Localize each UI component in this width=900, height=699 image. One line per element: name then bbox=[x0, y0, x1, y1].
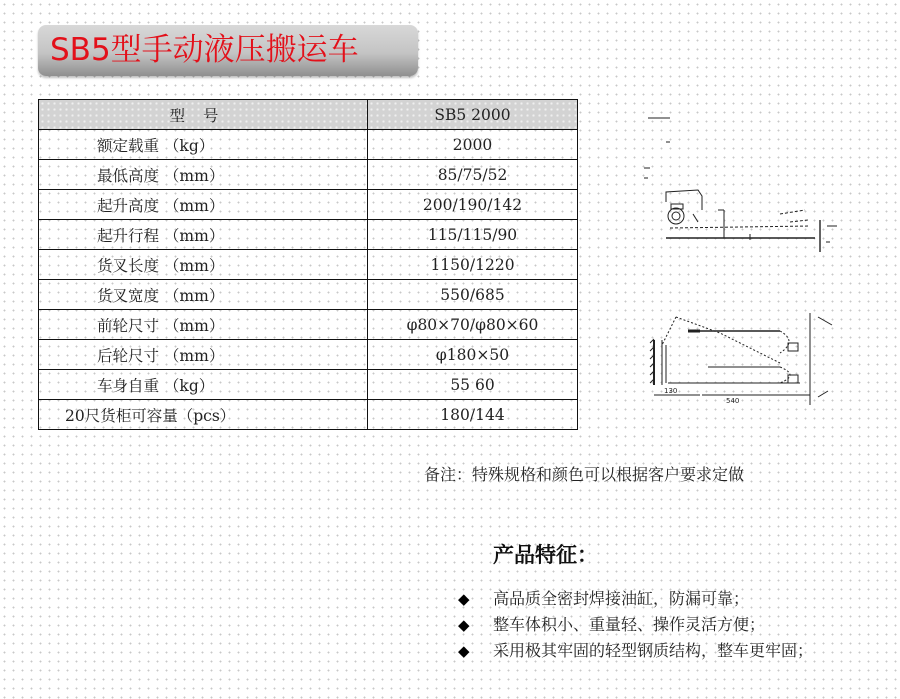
diamond-bullet-icon: ◆ bbox=[458, 616, 470, 634]
row-value: 200/190/142 bbox=[368, 190, 578, 220]
spec-table bbox=[38, 99, 578, 430]
diamond-bullet-icon: ◆ bbox=[458, 642, 470, 660]
feature-item bbox=[458, 586, 813, 612]
table-row bbox=[39, 400, 578, 430]
features-title: 产品特征： bbox=[493, 543, 598, 567]
top-view-diagram-icon bbox=[640, 305, 840, 415]
row-value: 180/144 bbox=[368, 400, 578, 430]
table-header-row bbox=[39, 100, 578, 130]
row-value: 115/115/90 bbox=[368, 220, 578, 250]
row-value: 550/685 bbox=[368, 280, 578, 310]
row-value: φ180×50 bbox=[368, 340, 578, 370]
features-list bbox=[458, 586, 813, 664]
note-text: 备注：特殊规格和颜色可以根据客户要求定做 bbox=[424, 465, 745, 484]
table-row bbox=[39, 370, 578, 400]
title-banner bbox=[38, 25, 418, 76]
row-value: 2000 bbox=[368, 130, 578, 160]
table-row bbox=[39, 280, 578, 310]
table-row bbox=[39, 220, 578, 250]
row-label: 起升行程 （mm） bbox=[39, 220, 368, 250]
row-label: 前轮尺寸 （mm） bbox=[39, 310, 368, 340]
row-label: 20尺货柜可容量（pcs） bbox=[39, 400, 368, 430]
feature-text: 采用极其牢固的轻型钢质结构，整车更牢固； bbox=[493, 641, 814, 660]
row-label: 最低高度 （mm） bbox=[39, 160, 368, 190]
table-row bbox=[39, 130, 578, 160]
feature-text: 高品质全密封焊接油缸，防漏可靠； bbox=[493, 589, 750, 608]
feature-item bbox=[458, 612, 813, 638]
header-label: 型号 bbox=[39, 100, 368, 130]
feature-text: 整车体积小、重量轻、操作灵活方便； bbox=[493, 615, 766, 634]
row-value: 55 60 bbox=[368, 370, 578, 400]
side-view-diagram-icon bbox=[640, 110, 840, 255]
row-label: 货叉宽度 （mm） bbox=[39, 280, 368, 310]
row-label: 货叉长度 （mm） bbox=[39, 250, 368, 280]
table-row bbox=[39, 250, 578, 280]
header-value: SB5 2000 bbox=[368, 100, 578, 130]
diamond-bullet-icon: ◆ bbox=[458, 590, 470, 608]
page-title: SB5型手动液压搬运车 bbox=[50, 32, 359, 68]
feature-item bbox=[458, 638, 813, 664]
row-value: 85/75/52 bbox=[368, 160, 578, 190]
row-label: 起升高度 （mm） bbox=[39, 190, 368, 220]
row-label: 后轮尺寸 （mm） bbox=[39, 340, 368, 370]
svg-text:540: 540 bbox=[726, 397, 740, 405]
row-label: 车身自重 （kg） bbox=[39, 370, 368, 400]
svg-text:130: 130 bbox=[664, 387, 678, 395]
table-row bbox=[39, 160, 578, 190]
table-row bbox=[39, 340, 578, 370]
row-label: 额定载重 （kg） bbox=[39, 130, 368, 160]
row-value: φ80×70/φ80×60 bbox=[368, 310, 578, 340]
table-row bbox=[39, 190, 578, 220]
row-value: 1150/1220 bbox=[368, 250, 578, 280]
table-row bbox=[39, 310, 578, 340]
